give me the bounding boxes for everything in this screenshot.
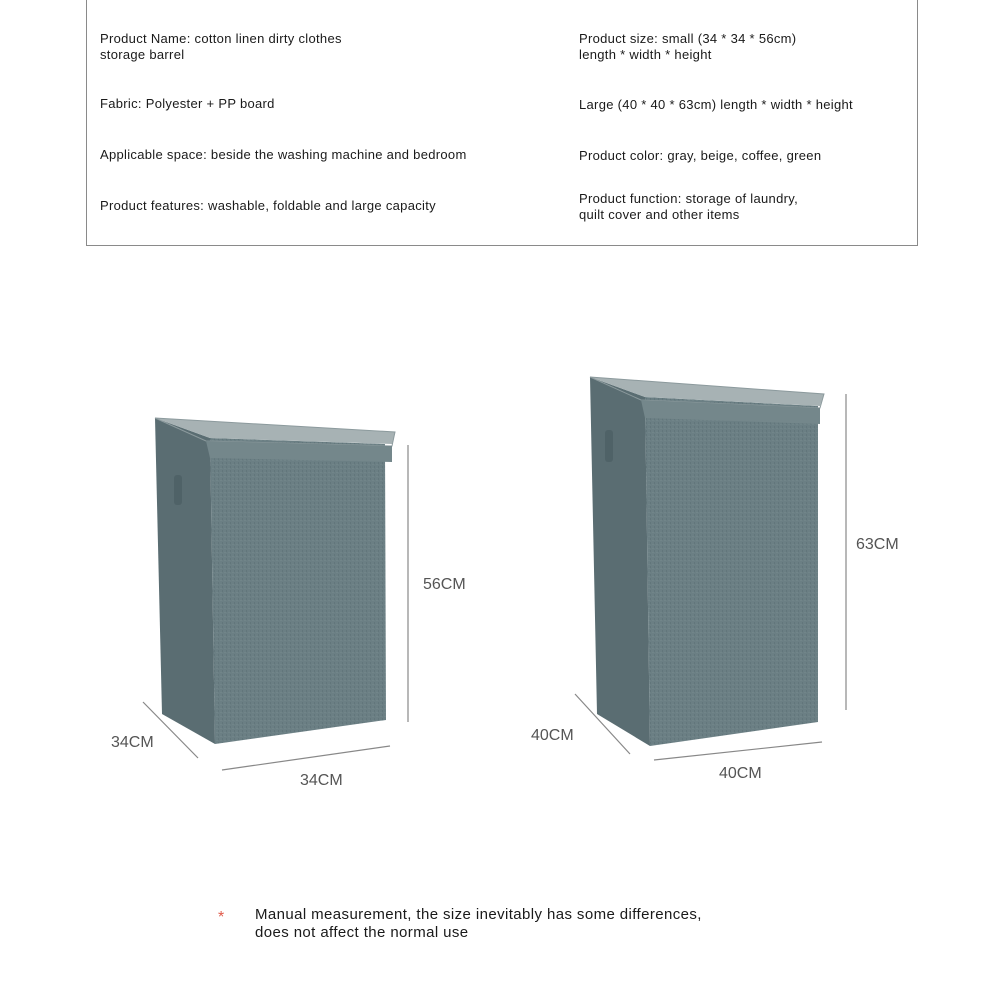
large-hamper [575,377,846,760]
spec-size-small: Product size: small (34 * 34 * 56cm) length * width * height [579,31,797,62]
asterisk-icon: * [218,909,225,926]
spec-color: Product color: gray, beige, coffee, green [579,148,822,163]
spec-product-name: Product Name: cotton linen dirty clothes storage barrel [100,31,342,62]
small-handle [174,475,182,505]
spec-applicable-space: Applicable space: beside the washing machine and bedroom [100,147,467,162]
spec-fabric: Fabric: Polyester + PP board [100,96,275,111]
large-width-line [654,742,822,760]
spec-function: Product function: storage of laundry, quilt cover and other items [579,191,798,222]
small-depth-label: 34CM [111,734,154,751]
large-depth-label: 40CM [531,727,574,744]
small-hamper [143,418,408,770]
spec-size-large: Large (40 * 40 * 63cm) length * width * height [579,97,853,112]
small-width-label: 34CM [300,772,343,789]
spec-features: Product features: washable, foldable and large capacity [100,198,436,213]
small-width-line [222,746,390,770]
large-width-label: 40CM [719,765,762,782]
large-height-label: 63CM [856,536,899,553]
measurement-note: Manual measurement, the size inevitably has some differences, does not affect the normal use [255,906,702,941]
small-height-label: 56CM [423,576,466,593]
large-handle [605,430,613,462]
